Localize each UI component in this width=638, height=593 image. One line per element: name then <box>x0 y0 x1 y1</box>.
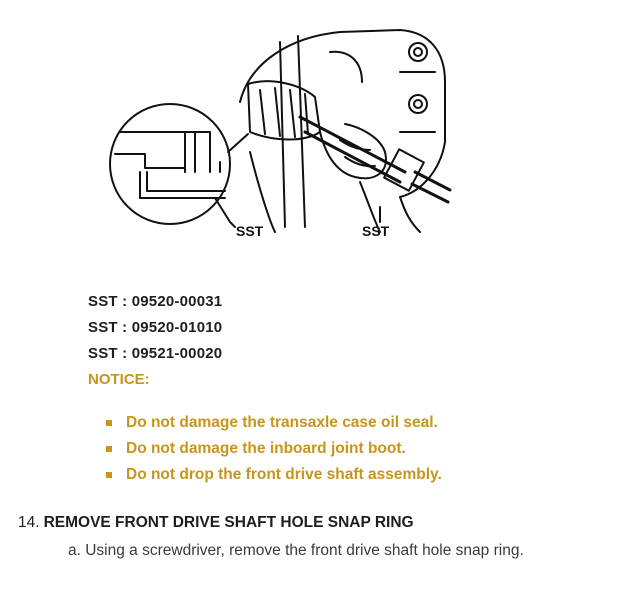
substep-a: a. Using a screwdriver, remove the front drive shaft hole snap ring. <box>68 542 524 559</box>
notice-item <box>106 466 442 492</box>
notice-item-text: Do not damage the transaxle case oil seal. <box>126 414 438 431</box>
notice-heading: NOTICE: <box>88 371 150 388</box>
notice-list <box>106 414 442 492</box>
sst-line-1: SST : 09520-00031 <box>88 293 223 310</box>
sst-line-3: SST : 09521-00020 <box>88 345 223 362</box>
step-title: REMOVE FRONT DRIVE SHAFT HOLE SNAP RING <box>43 514 414 531</box>
notice-item-text: Do not drop the front drive shaft assembly. <box>126 466 442 483</box>
step-heading <box>18 514 414 532</box>
callout-sst-right: SST <box>362 223 390 239</box>
notice-item-text: Do not damage the inboard joint boot. <box>126 440 406 457</box>
notice-item <box>106 440 442 466</box>
step-number: 14. <box>18 514 40 531</box>
sst-line-2: SST : 09520-01010 <box>88 319 223 336</box>
notice-item <box>106 414 442 440</box>
bullet-icon <box>106 446 112 452</box>
removal-illustration <box>100 22 460 247</box>
callout-sst-left: SST <box>236 223 264 239</box>
bullet-icon <box>106 472 112 478</box>
bullet-icon <box>106 420 112 426</box>
